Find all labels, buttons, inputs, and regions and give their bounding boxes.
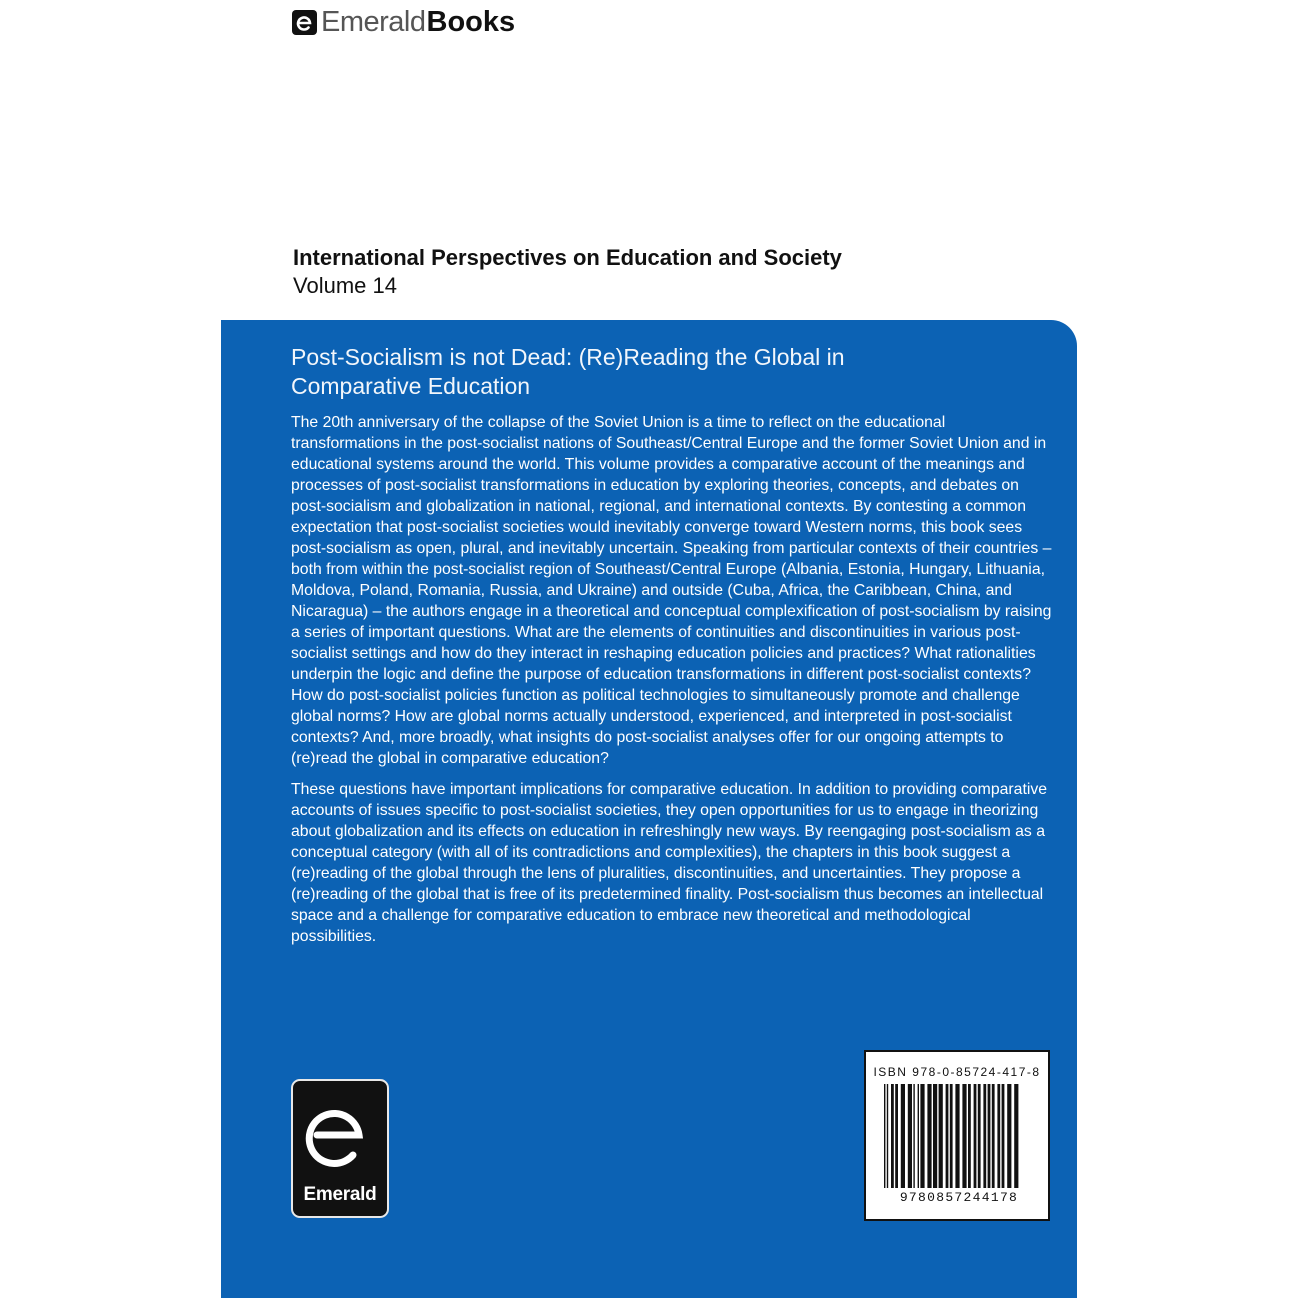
book-blurb <box>291 412 1057 957</box>
emerald-e-icon <box>292 10 317 35</box>
brand-name-bold: Books <box>426 6 516 38</box>
emerald-publisher-logo <box>291 1079 389 1218</box>
blurb-paragraph: The 20th anniversary of the collapse of the Soviet Union is a time to reflect on the educational transformations in the post-socialist nations of Southeast/Central Europe and the former Soviet Union and in educational systems around the world. This volume provides a comparative account of the meanings and processes of post-socialist transformations in education by exploring theories, concepts, and debates on post-socialism and globalization in national, regional, and international contexts. By contesting a common expectation that post-socialist societies would inevitably converge toward Western norms, this book sees post-socialism as open, plural, and inevitably uncertain. Speaking from particular contexts of their countries – both from within the post-socialist region of Southeast/Central Europe (Albania, Estonia, Hungary, Lithuania, Moldova, Poland, Romania, Russia, and Ukraine) and outside (Cuba, Africa, the Caribbean, China, and Nicaragua) – the authors engage in a theoretical and conceptual complexification of post-socialism by raising a series of important questions. What are the elements of continuities and discontinuities in various post-socialist settings and how do they interact in reshaping education policies and practices? What rationalities underpin the logic and define the purpose of education transformations in different post-socialist contexts? How do post-socialist policies function as political technologies to simultaneously promote and challenge global norms? How are global norms actually understood, experienced, and interpreted in post-socialist contexts? And, more broadly, what insights do post-socialist analyses offer for our ongoing attempts to (re)read the global in comparative education? <box>291 414 1052 767</box>
back-cover-panel <box>221 320 1077 1298</box>
isbn-text: ISBN 978-0-85724-417-8 <box>873 1065 1041 1079</box>
series-volume: Volume 14 <box>293 273 397 298</box>
isbn-barcode <box>864 1050 1050 1221</box>
emerald-e-logo-icon <box>301 1093 379 1179</box>
barcode-digits: 9780857244178 <box>878 1190 1040 1205</box>
series-title: International Perspectives on Education and Society <box>293 245 842 270</box>
series-block <box>293 244 842 300</box>
emerald-books-brand <box>292 6 515 38</box>
logo-label: Emerald <box>303 1184 377 1205</box>
brand-name-light: Emerald <box>321 6 426 38</box>
blurb-paragraph: These questions have important implications for comparative education. In addition to providing comparative accounts of issues specific to post-socialist societies, they open opportunities for us to engage in theorizing about globalization and its effects on education in refreshingly new ways. By reengaging post-socialism as a conceptual category (with all of its contradictions and complexities), the chapters in this book suggest a (re)reading of the global through the lens of pluralities, discontinuities, and uncertainties. They propose a (re)reading of the global that is free of its predetermined finality. Post-socialism thus becomes an intellectual space and a challenge for comparative education to embrace new theoretical and methodological possibilities. <box>291 781 1048 945</box>
barcode-bars <box>884 1084 1034 1194</box>
book-title: Post-Socialism is not Dead: (Re)Reading the Global in Comparative Education <box>291 344 845 399</box>
